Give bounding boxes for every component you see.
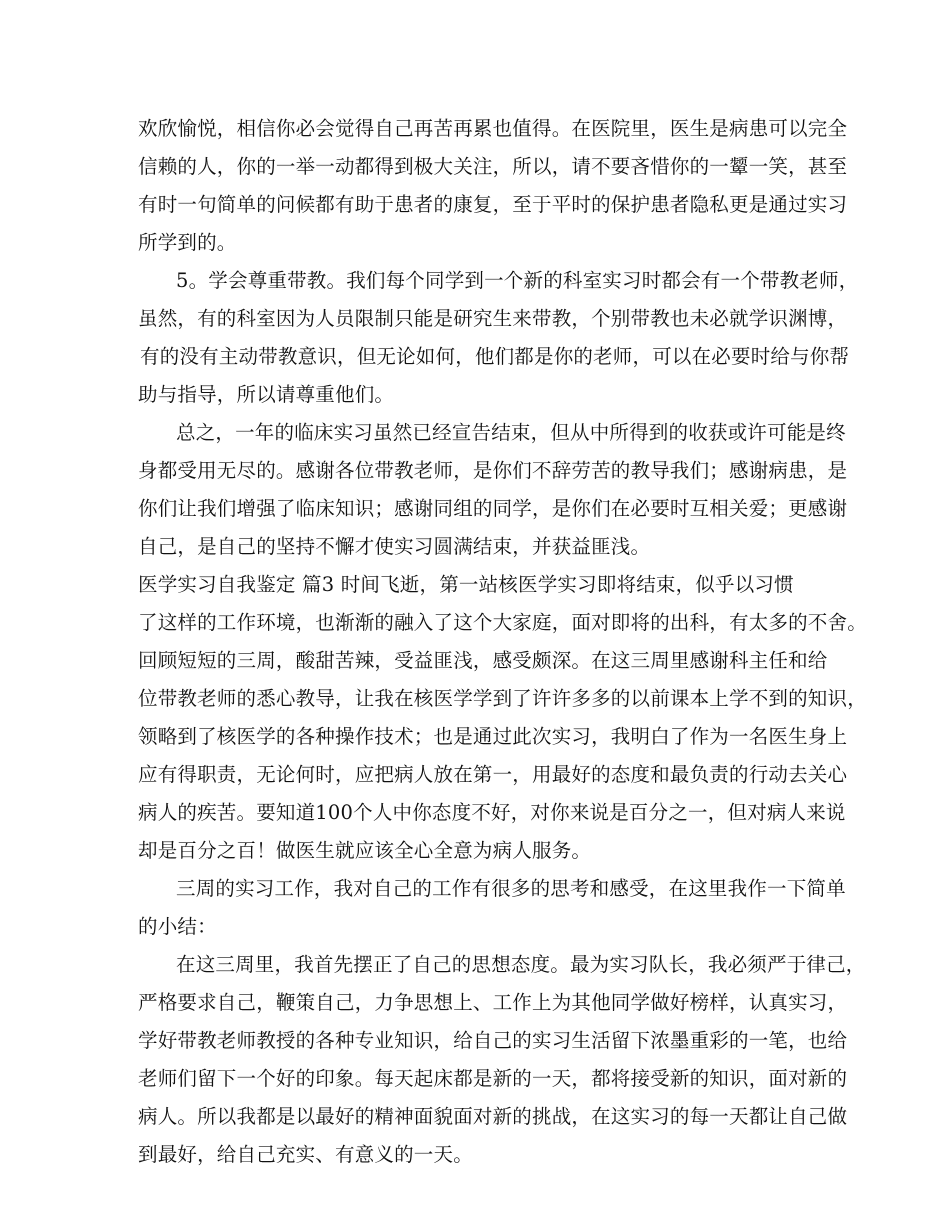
text-line: 助与指导，所以请尊重他们。 (138, 383, 395, 406)
text-line: 你们让我们增强了临床知识；感谢同组的同学，是你们在必要时互相关爱；更感谢 (138, 497, 848, 520)
text-line: 病人。所以我都是以最好的精神面貌面对新的挑战，在这实习的每一天都让自己做 (138, 1105, 848, 1128)
text-line: 领略到了核医学的各种操作技术；也是通过此次实习，我明白了作为一名医生身上 (138, 725, 848, 748)
text-line: 欢欣愉悦，相信你必会觉得自己再苦再累也值得。在医院里，医生是病患可以完全 (138, 117, 848, 140)
text-line: 有时一句简单的问候都有助于患者的康复，至于平时的保护患者隐私更是通过实习 (138, 193, 848, 216)
text-line: 身都受用无尽的。感谢各位带教老师，是你们不辞劳苦的教导我们；感谢病患，是 (138, 459, 848, 482)
paragraph-start-line: 三周的实习工作，我对自己的工作有很多的思考和感受，在这里我作一下简单 (176, 877, 846, 900)
text-line: 学好带教老师教授的各种专业知识，给自己的实习生活留下浓墨重彩的一笔，也给 (138, 1029, 848, 1052)
text-line: 病人的疾苦。要知道100个人中你态度不好，对你来说是百分之一，但对病人来说 (138, 801, 846, 824)
text-line: 严格要求自己，鞭策自己，力争思想上、工作上为其他同学做好榜样，认真实习， (138, 991, 848, 1014)
text-line: 位带教老师的悉心教导，让我在核医学学到了许许多多的以前课本上学不到的知识， (138, 687, 867, 710)
text-line: 的小结： (138, 915, 217, 938)
text-line: 所学到的。 (138, 231, 237, 254)
paragraph-start-line: 在这三周里，我首先摆正了自己的思想态度。最为实习队长，我必须严于律己， (176, 953, 866, 976)
text-line: 了这样的工作环境，也渐渐的融入了这个大家庭，面对即将的出科，有太多的不舍。 (138, 611, 867, 634)
text-line: 有的没有主动带教意识，但无论如何，他们都是你的老师，可以在必要时给与你帮 (140, 345, 850, 368)
paragraph-start-line: 5。学会尊重带教。我们每个同学到一个新的科室实习时都会有一个带教老师， (176, 269, 859, 292)
text-line: 却是百分之百！做医生就应该全心全意为病人服务。 (138, 839, 592, 862)
text-line: 回顾短短的三周，酸甜苦辣，受益匪浅，感受颇深。在这三周里感谢科主任和给 (138, 649, 828, 672)
text-line: 应有得职责，无论何时，应把病人放在第一，用最好的态度和最负责的行动去关心 (138, 763, 848, 786)
text-line: 虽然，有的科室因为人员限制只能是研究生来带教，个别带教也未必就学识渊博， (138, 307, 848, 330)
paragraph-start-line: 总之，一年的临床实习虽然已经宣告结束，但从中所得到的收获或许可能是终 (176, 421, 846, 444)
text-line: 自己，是自己的坚持不懈才使实习圆满结束，并获益匪浅。 (138, 535, 651, 558)
text-line: 到最好，给自己充实、有意义的一天。 (138, 1143, 473, 1166)
text-line: 老师们留下一个好的印象。每天起床都是新的一天，都将接受新的知识，面对新的 (138, 1067, 848, 1090)
text-line: 信赖的人，你的一举一动都得到极大关注，所以，请不要吝惜你的一颦一笑，甚至 (138, 155, 848, 178)
section-title-line: 医学实习自我鉴定 篇3 时间飞逝，第一站核医学实习即将结束，似乎以习惯 (138, 573, 794, 596)
